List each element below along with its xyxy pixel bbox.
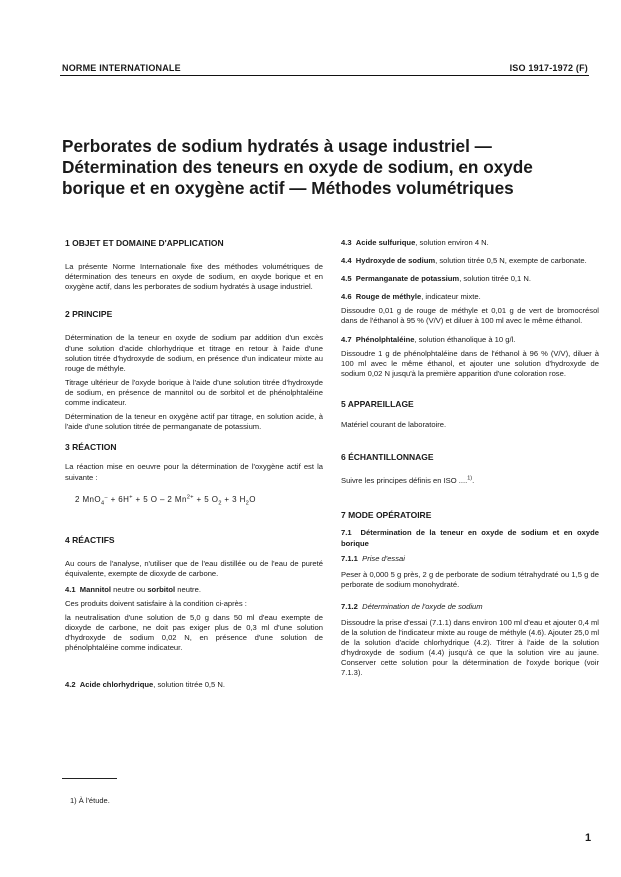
section-heading-7: 7 MODE OPÉRATOIRE — [341, 510, 432, 521]
right-column — [341, 238, 599, 679]
section-2-paragraph: Détermination de la teneur en oxyde de sodium par addition d'un excès d'une solution d'acide chlorhydrique et titrage en retour à l'aide d'une solution titrée d'hydroxyde de sodium, en présence d'un indicateur mixte au rouge de méthyle. — [65, 333, 323, 373]
section-6-text: Suivre les principes définis en ISO ....$^{1)}$. — [341, 475, 475, 486]
reagent-4-6: 4.6 Rouge de méthyle, indicateur mixte. — [341, 292, 481, 302]
section-heading-6: 6 ÉCHANTILLONNAGE — [341, 452, 434, 463]
reagent-4-3: 4.3 Acide sulfurique, solution environ 4 N. — [341, 238, 489, 247]
subsection-7-1-1: 7.1.1 Prise d'essai — [341, 553, 405, 563]
section-5-text: Matériel courant de laboratoire. — [341, 420, 447, 430]
reagent-4-7-text: Dissoudre 1 g de phénolphtaléine dans de l'éthanol à 96 % (V/V), diluer à 100 ml avec le même éthanol, et ajouter une solution d'hydroxyde de sodium 0,02 N jusqu'à la première apparition d'une coloration rose. — [341, 348, 599, 378]
reagent-4-1: 4.1 Mannitol neutre ou sorbitol neutre. — [65, 584, 201, 594]
footnote-ref: 1) — [467, 475, 473, 482]
left-column — [65, 238, 323, 690]
subsection-7-1-2-text: Dissoudre la prise d'essai (7.1.1) dans environ 100 ml d'eau et ajouter 0,4 ml de la solution de l'indicateur mixte au rouge de méthyle (4.6). Ajouter 25,0 ml de la solution d'acide chlorhydrique (4.2). Titrer à l'aide de la solution d'hydroxyde de sodium (4.4) jusqu'à ce que la solution vire au jaune. Conserver cette solution pour la détermination de l'oxyde borique (voir 7.1.3). — [341, 617, 599, 678]
reagent-4-7: 4.7 Phénolphtaléine, solution éthanolique à 10 g/l. — [341, 334, 516, 344]
section-heading-4: 4 RÉACTIFS — [65, 534, 115, 545]
title-line: Détermination des teneurs en oxyde de sodium, en oxyde — [62, 157, 533, 177]
document-title — [62, 136, 602, 199]
header-rule — [60, 75, 589, 76]
reagent-4-1-condition: Ces produits doivent satisfaire à la condition ci-après : — [65, 599, 247, 609]
section-3-text: La réaction mise en oeuvre pour la détermination de l'oxygène actif est la suivante : — [65, 462, 323, 482]
header-standard-type: NORME INTERNATIONALE — [62, 63, 181, 73]
page-number: 1 — [585, 832, 592, 844]
reaction-formula: 2 MnO$_4$– + 6H+ + 5 O – 2 $Mn^{2+} + 5$ $O_2 + 3$ $H_2O$ — [75, 493, 256, 507]
section-2-paragraph: Titrage ultérieur de l'oxyde borique à l'aide d'une solution titrée d'hydroxyde de sodium, en présence de mannitol ou de sorbitol et de phénolphtaléine comme indicateur. — [65, 377, 323, 408]
footnote-rule — [62, 778, 117, 779]
section-heading-3: 3 RÉACTION — [65, 442, 117, 453]
subsection-7-1-1-text: Peser à 0,000 5 g près, 2 g de perborate de sodium tétrahydraté ou 1,5 g de perborate de sodium monohydraté. — [341, 569, 599, 589]
title-line: Perborates de sodium hydratés à usage industriel — — [62, 136, 492, 156]
section-heading-1: 1 OBJET ET DOMAINE D'APPLICATION — [65, 238, 224, 248]
reagent-4-4: 4.4 Hydroxyde de sodium, solution titrée 0,5 N, exempte de carbonate. — [341, 256, 587, 266]
reagent-4-2: 4.2 Acide chlorhydrique, solution titrée 0,5 N. — [65, 679, 225, 689]
reagent-4-1-requirement: la neutralisation d'une solution de 5,0 g dans 50 ml d'eau exempte de dioxyde de carbone, ne doit pas exiger plus de 0,3 ml d'une solution d'hydroxyde de sodium 0,02 N, en présence d'une solution de phénolphtaléine comme indicateur. — [65, 613, 323, 653]
reagent-4-6-text: Dissoudre 0,01 g de rouge de méthyle et 0,01 g de vert de bromocrésol dans de l'éthanol à 95 % (V/V) et diluer à 100 ml avec le même éthanol. — [341, 306, 599, 326]
section-heading-5: 5 APPAREILLAGE — [341, 398, 414, 409]
footnote: 1) À l'étude. — [70, 796, 110, 805]
subsection-7-1: 7.1 Détermination de la teneur en oxyde de sodium et en oxyde borique — [341, 528, 599, 548]
title-line: borique et en oxygène actif — Méthodes volumétriques — [62, 178, 514, 198]
reagent-4-5: 4.5 Permanganate de potassium, solution titrée 0,1 N. — [341, 274, 531, 284]
section-2-paragraph: Détermination de la teneur en oxygène actif par titrage, en solution acide, à l'aide d'une solution titrée de permanganate de potassium. — [65, 412, 323, 432]
section-1-text: La présente Norme Internationale fixe des méthodes volumétriques de détermination des teneurs en oxyde de sodium, en oxyde borique et en oxygène actif, dans les perborates de sodium hydratés à usage industriel. — [65, 262, 323, 292]
section-4-intro: Au cours de l'analyse, n'utiliser que de l'eau distillée ou de l'eau de pureté équivalente, exempte de dioxyde de carbone. — [65, 558, 323, 578]
subsection-7-1-2: 7.1.2 Détermination de l'oxyde de sodium — [341, 601, 483, 611]
section-heading-2: 2 PRINCIPE — [65, 309, 113, 320]
header-standard-number: ISO 1917-1972 (F) — [509, 63, 588, 73]
